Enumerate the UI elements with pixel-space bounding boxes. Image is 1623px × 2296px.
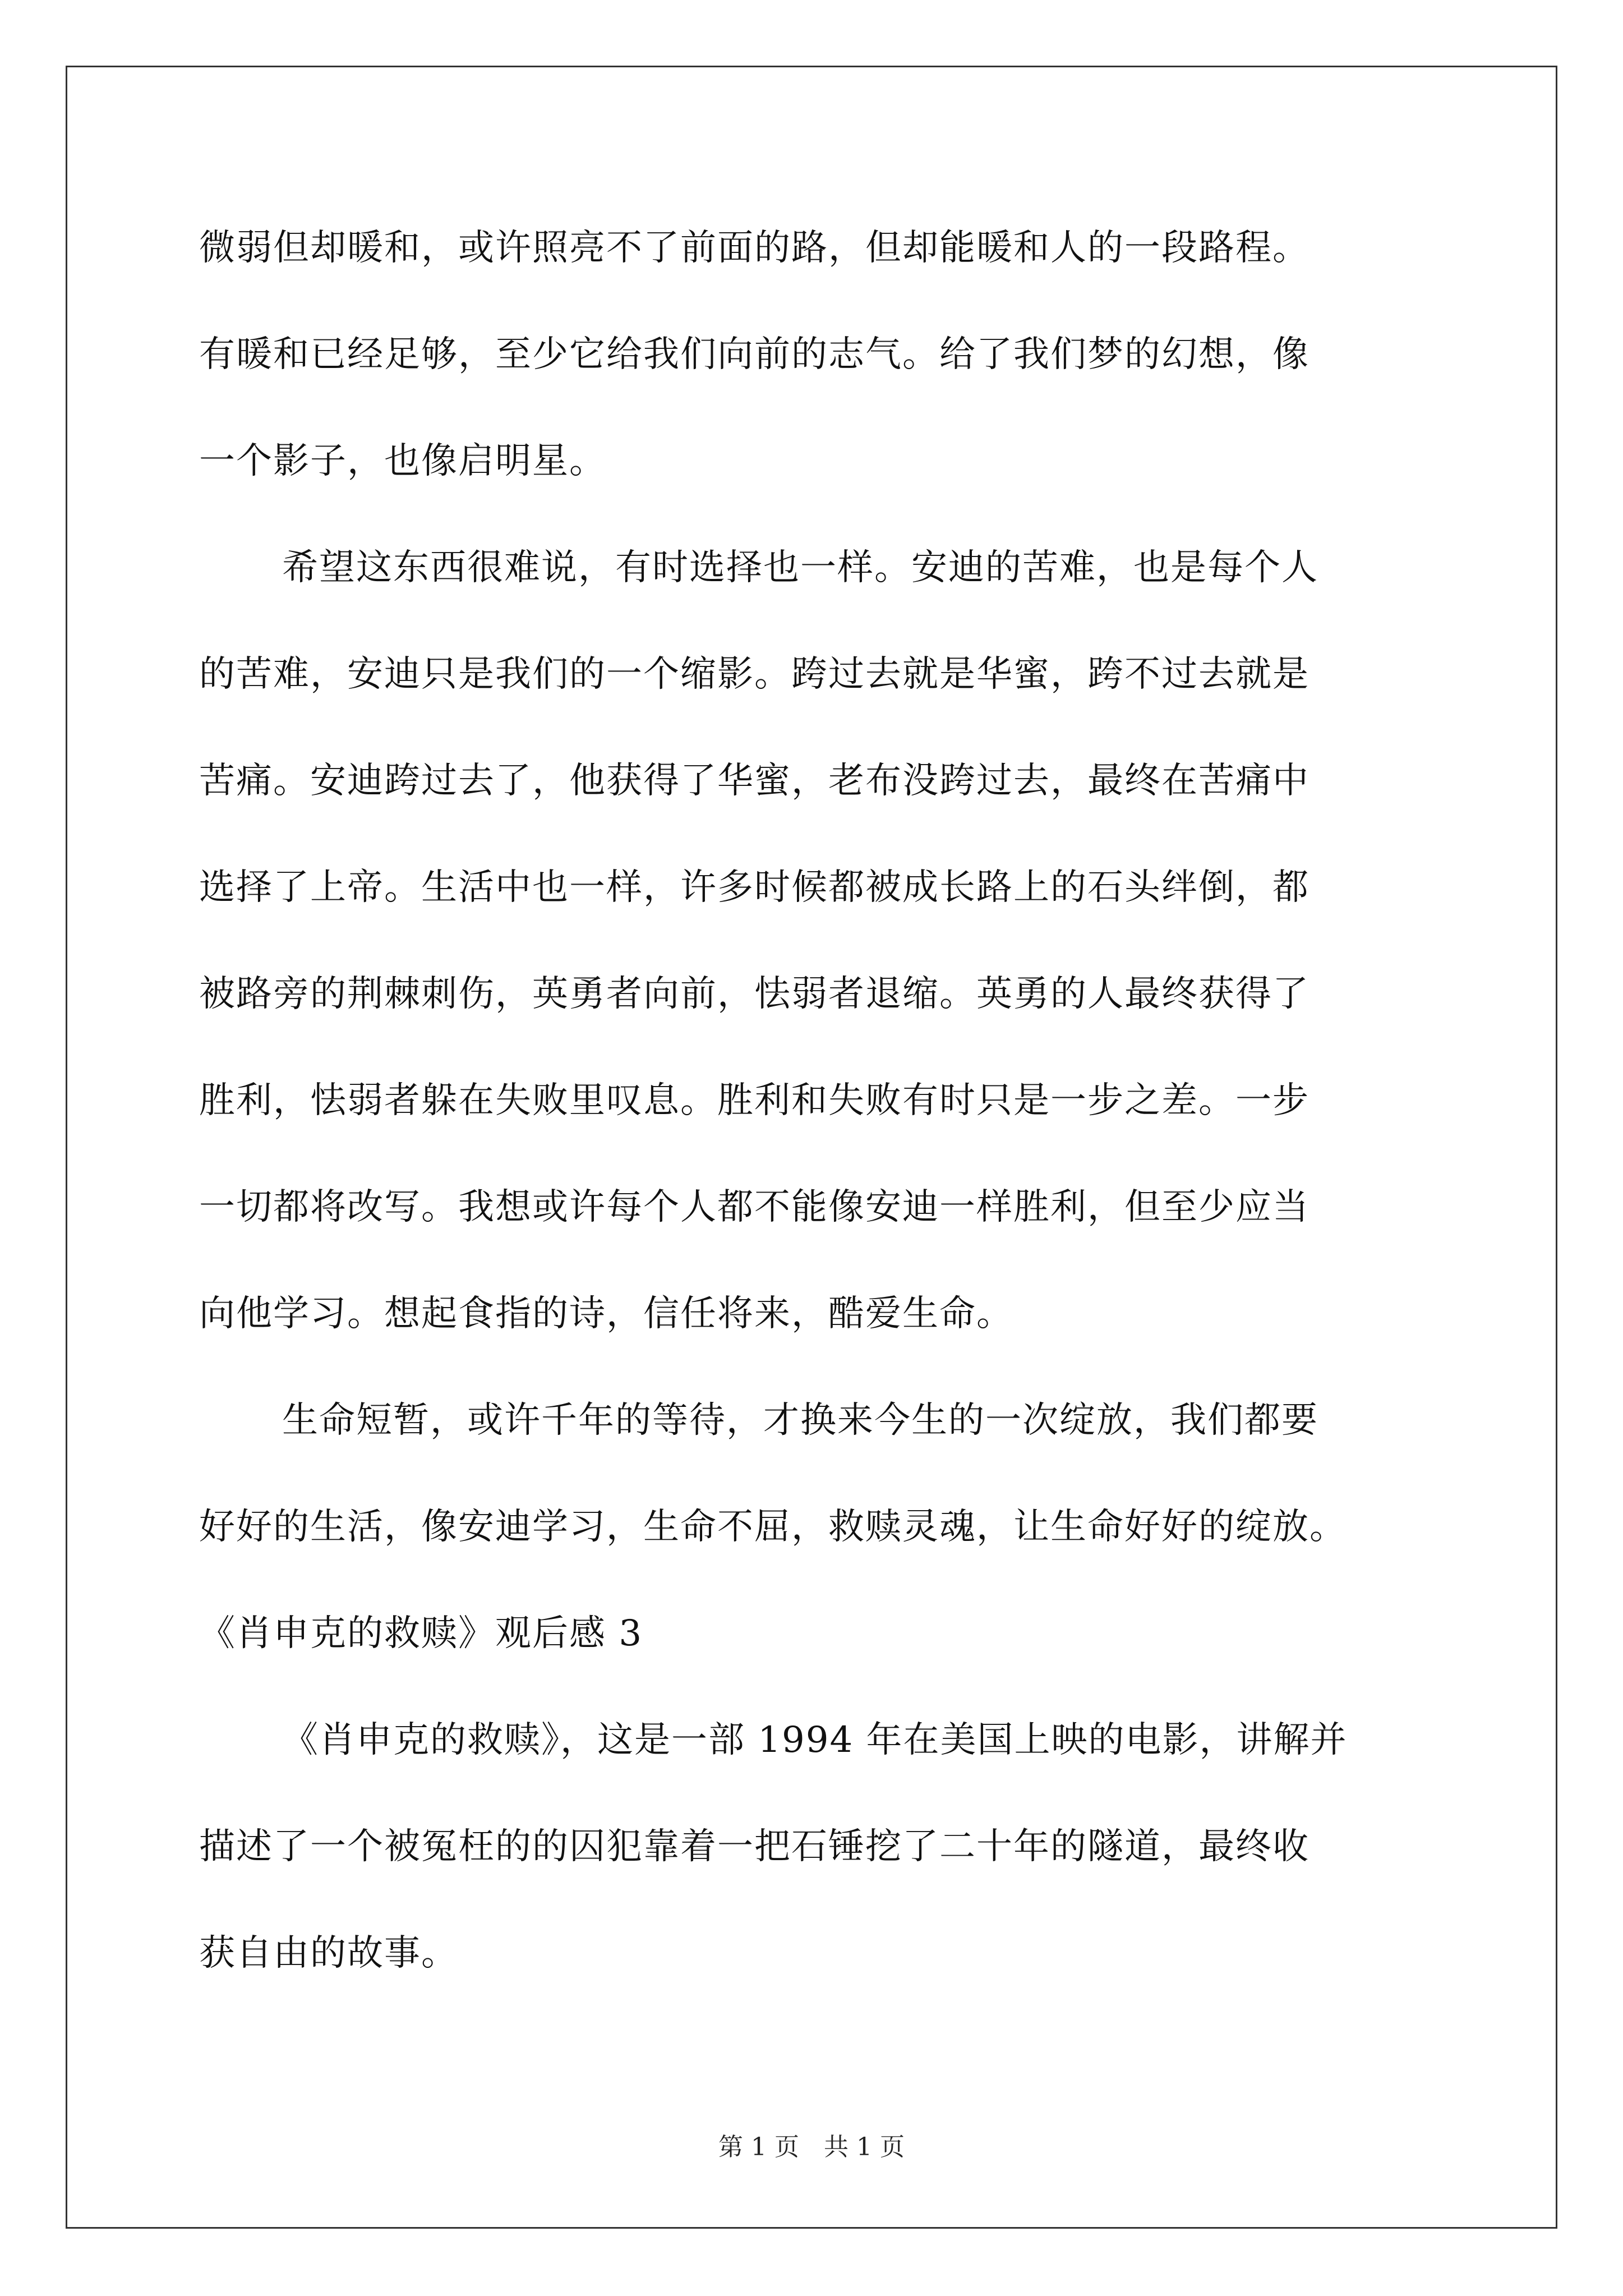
text-line-11: 向他学习。想起食指的诗，信任将来，酷爱生命。	[199, 1293, 1013, 1335]
text-line-13: 好好的生活，像安迪学习，生命不屈，救赎灵魂，让生命好好的绽放。	[199, 1506, 1347, 1548]
text-line-16: 描述了一个被冤枉的的囚犯靠着一把石锤挖了二十年的隧道，最终收	[199, 1826, 1310, 1867]
text-line-1: 微弱但却暖和，或许照亮不了前面的路，但却能暖和人的一段路程。	[199, 227, 1310, 269]
text-line-4: 希望这东西很难说，有时选择也一样。安迪的苦难，也是每个人	[282, 547, 1318, 588]
text-line-3: 一个影子，也像启明星。	[199, 440, 606, 482]
page-footer: 第 1 页 共 1 页	[718, 2133, 905, 2161]
text-line-9: 胜利，怯弱者躲在失败里叹息。胜利和失败有时只是一步之差。一步	[199, 1080, 1310, 1121]
section-heading: 《肖申克的救赎》观后感 3	[199, 1613, 643, 1654]
text-line-6: 苦痛。安迪跨过去了，他获得了华蜜，老布没跨过去，最终在苦痛中	[199, 760, 1310, 802]
text-line-10: 一切都将改写。我想或许每个人都不能像安迪一样胜利，但至少应当	[199, 1186, 1310, 1228]
text-line-2: 有暖和已经足够，至少它给我们向前的志气。给了我们梦的幻想，像	[199, 334, 1310, 375]
text-line-17: 获自由的故事。	[199, 1932, 458, 1974]
text-line-8: 被路旁的荆棘刺伤，英勇者向前，怯弱者退缩。英勇的人最终获得了	[199, 973, 1310, 1015]
text-line-5: 的苦难，安迪只是我们的一个缩影。跨过去就是华蜜，跨不过去就是	[199, 654, 1310, 695]
text-line-15: 《肖申克的救赎》，这是一部 1994 年在美国上映的电影，讲解并	[282, 1719, 1348, 1761]
page-border	[66, 66, 1557, 2229]
text-line-12: 生命短暂，或许千年的等待，才换来今生的一次绽放，我们都要	[282, 1400, 1318, 1441]
text-line-7: 选择了上帝。生活中也一样，许多时候都被成长路上的石头绊倒，都	[199, 867, 1310, 908]
